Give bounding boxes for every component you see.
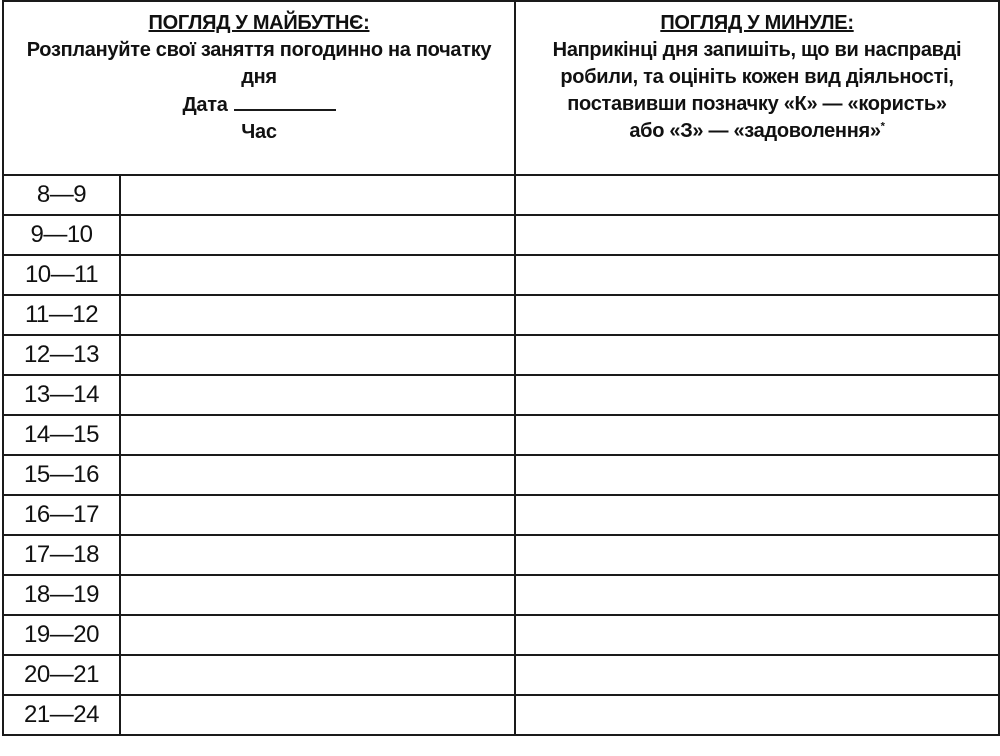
review-cell[interactable] [515, 655, 999, 695]
table-row [3, 615, 999, 655]
past-title: ПОГЛЯД У МИНУЛЕ: [660, 12, 854, 34]
plan-cell[interactable] [120, 455, 515, 495]
plan-cell[interactable] [120, 535, 515, 575]
review-cell[interactable] [515, 295, 999, 335]
plan-cell[interactable] [120, 575, 515, 615]
review-cell[interactable] [515, 695, 999, 735]
time-slot-label: 20—21 [3, 655, 120, 695]
review-cell[interactable] [515, 375, 999, 415]
table-row [3, 335, 999, 375]
time-slot-label: 9—10 [3, 215, 120, 255]
time-slot-label: 12—13 [3, 335, 120, 375]
past-instruction-line-4-text: або «З» — «задоволення» [629, 120, 881, 142]
table-row [3, 455, 999, 495]
time-slot-label: 21—24 [3, 695, 120, 735]
plan-cell[interactable] [120, 495, 515, 535]
table-row [3, 295, 999, 335]
past-review-header [515, 1, 999, 175]
daily-schedule-table [2, 0, 1000, 736]
time-slot-label: 11—12 [3, 295, 120, 335]
table-row [3, 495, 999, 535]
time-slot-label: 19—20 [3, 615, 120, 655]
review-cell[interactable] [515, 215, 999, 255]
plan-cell[interactable] [120, 255, 515, 295]
review-cell[interactable] [515, 535, 999, 575]
plan-cell[interactable] [120, 375, 515, 415]
date-line [4, 91, 514, 119]
time-label: Час [241, 121, 277, 143]
past-instruction-line-4 [516, 118, 998, 145]
table-row [3, 535, 999, 575]
plan-cell[interactable] [120, 415, 515, 455]
review-cell[interactable] [515, 415, 999, 455]
past-instruction-line-2: робили, та оцініть кожен вид діяльності, [560, 66, 954, 88]
time-slot-rows [3, 175, 999, 735]
plan-cell[interactable] [120, 175, 515, 215]
time-slot-label: 8—9 [3, 175, 120, 215]
review-cell[interactable] [515, 615, 999, 655]
time-slot-label: 10—11 [3, 255, 120, 295]
time-slot-label: 14—15 [3, 415, 120, 455]
table-row [3, 175, 999, 215]
plan-cell[interactable] [120, 615, 515, 655]
table-row [3, 215, 999, 255]
date-label: Дата [182, 94, 228, 116]
review-cell[interactable] [515, 575, 999, 615]
table-row [3, 695, 999, 735]
plan-cell[interactable] [120, 655, 515, 695]
future-instruction: Розплануйте свої заняття погодинно на початку дня [26, 39, 492, 88]
time-slot-label: 16—17 [3, 495, 120, 535]
past-instruction-line-1: Наприкінці дня запишіть, що ви насправді [552, 39, 962, 61]
table-row [3, 255, 999, 295]
review-cell[interactable] [515, 495, 999, 535]
time-slot-label: 13—14 [3, 375, 120, 415]
time-slot-label: 18—19 [3, 575, 120, 615]
past-instruction-line-3: поставивши позначку «К» — «користь» [567, 93, 947, 115]
plan-cell[interactable] [120, 695, 515, 735]
time-slot-label: 15—16 [3, 455, 120, 495]
table-row [3, 415, 999, 455]
plan-cell[interactable] [120, 295, 515, 335]
plan-cell[interactable] [120, 215, 515, 255]
review-cell[interactable] [515, 455, 999, 495]
table-row [3, 575, 999, 615]
plan-cell[interactable] [120, 335, 515, 375]
table-header-row [3, 1, 999, 175]
review-cell[interactable] [515, 335, 999, 375]
date-blank[interactable] [234, 91, 336, 111]
review-cell[interactable] [515, 175, 999, 215]
future-title: ПОГЛЯД У МАЙБУТНЄ: [148, 12, 370, 34]
review-cell[interactable] [515, 255, 999, 295]
future-plan-header [3, 1, 515, 175]
table-row [3, 655, 999, 695]
time-slot-label: 17—18 [3, 535, 120, 575]
footnote-mark: * [880, 120, 885, 133]
table-row [3, 375, 999, 415]
